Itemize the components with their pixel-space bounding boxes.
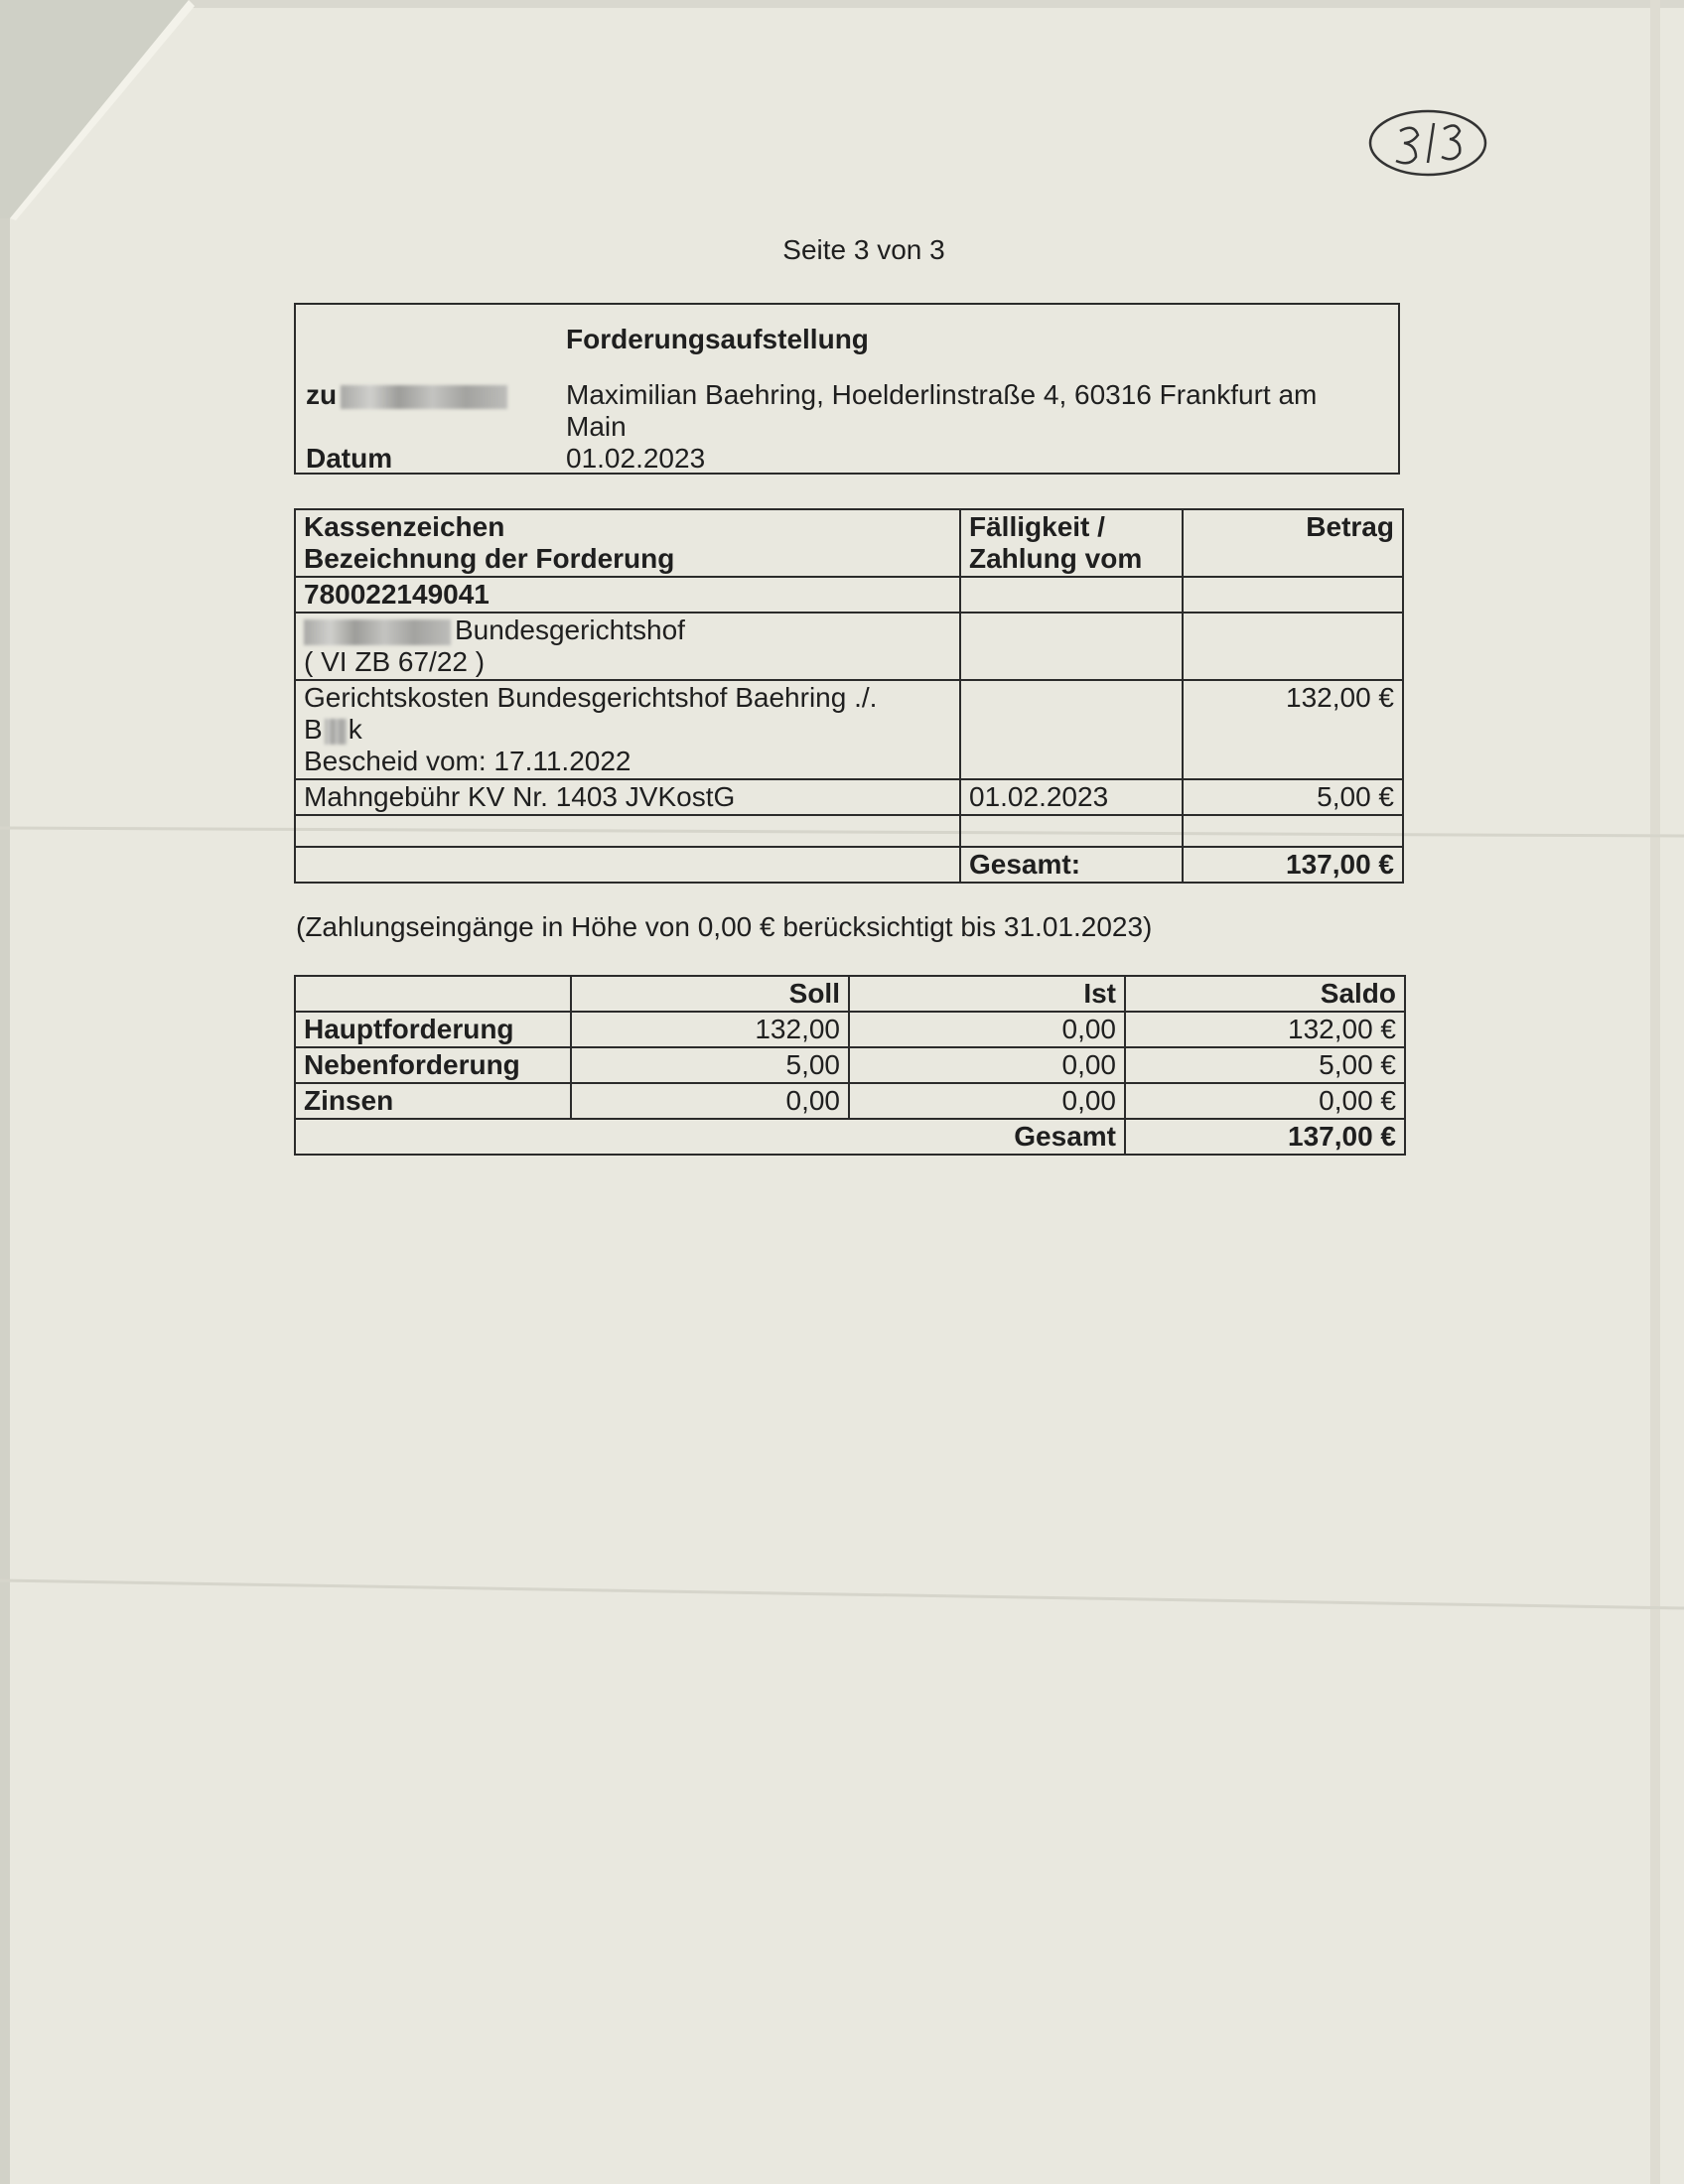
fee-amount: 5,00 € bbox=[1183, 779, 1403, 815]
header-faelligkeit: Fälligkeit / bbox=[969, 511, 1105, 542]
empty-cell bbox=[960, 815, 1183, 847]
costs-description: Gerichtskosten Bundesgerichtshof Baehring ./. bbox=[304, 682, 878, 713]
party-end: k bbox=[348, 714, 362, 745]
zur-label bbox=[306, 379, 507, 411]
saldo-value: 5,00 € bbox=[1125, 1047, 1405, 1083]
header-saldo: Saldo bbox=[1125, 976, 1405, 1012]
handwritten-page-stamp bbox=[1360, 95, 1499, 185]
party-start: B bbox=[304, 714, 323, 745]
page-number: Seite 3 von 3 bbox=[782, 234, 945, 265]
table-row bbox=[295, 680, 1403, 779]
table-row bbox=[295, 847, 1403, 883]
bescheid-date: Bescheid vom: 17.11.2022 bbox=[304, 746, 632, 776]
fee-date: 01.02.2023 bbox=[960, 779, 1183, 815]
row-label: Zinsen bbox=[295, 1083, 571, 1119]
fee-description: Mahngebühr KV Nr. 1403 JVKostG bbox=[295, 779, 960, 815]
empty-cell bbox=[960, 680, 1183, 779]
datum-value: 01.02.2023 bbox=[566, 443, 706, 474]
empty-cell bbox=[295, 847, 960, 883]
header-cell bbox=[295, 976, 571, 1012]
summary-total-label: Gesamt bbox=[295, 1119, 1125, 1155]
zur-label-text: zu bbox=[306, 379, 338, 410]
header-ist: Ist bbox=[849, 976, 1125, 1012]
saldo-value: 0,00 € bbox=[1125, 1083, 1405, 1119]
claims-table bbox=[294, 508, 1404, 884]
summary-table bbox=[294, 975, 1406, 1156]
empty-cell bbox=[295, 815, 960, 847]
table-row bbox=[295, 815, 1403, 847]
ist-value: 0,00 bbox=[849, 1083, 1125, 1119]
kassenzeichen-value: 780022149041 bbox=[295, 577, 960, 613]
ist-value: 0,00 bbox=[849, 1012, 1125, 1047]
saldo-value: 132,00 € bbox=[1125, 1012, 1405, 1047]
header-kassenzeichen: Kassenzeichen bbox=[304, 511, 505, 542]
empty-cell bbox=[1183, 613, 1403, 680]
total-value: 137,00 € bbox=[1183, 847, 1403, 883]
row-label: Hauptforderung bbox=[295, 1012, 571, 1047]
costs-party bbox=[304, 714, 951, 746]
redacted-block bbox=[304, 619, 451, 645]
row-label: Nebenforderung bbox=[295, 1047, 571, 1083]
soll-value: 0,00 bbox=[571, 1083, 849, 1119]
empty-cell bbox=[1183, 815, 1403, 847]
soll-value: 132,00 bbox=[571, 1012, 849, 1047]
redacted-block bbox=[341, 385, 507, 409]
table-row bbox=[295, 1047, 1405, 1083]
empty-cell bbox=[960, 613, 1183, 680]
header-cell bbox=[295, 509, 960, 577]
empty-cell bbox=[1183, 577, 1403, 613]
table-row bbox=[295, 1012, 1405, 1047]
payment-note: (Zahlungseingänge in Höhe von 0,00 € berücksichtigt bis 31.01.2023) bbox=[296, 911, 1153, 942]
header-zahlung-vom: Zahlung vom bbox=[969, 543, 1143, 574]
court-line bbox=[304, 614, 951, 646]
table-row bbox=[295, 976, 1405, 1012]
court-cell bbox=[295, 613, 960, 680]
summary-total-value: 137,00 € bbox=[1125, 1119, 1405, 1155]
empty-cell bbox=[960, 577, 1183, 613]
header-cell bbox=[960, 509, 1183, 577]
document-title: Forderungsaufstellung bbox=[566, 324, 869, 354]
header-betrag: Betrag bbox=[1183, 509, 1403, 577]
redacted-block bbox=[325, 719, 347, 745]
table-row bbox=[295, 1083, 1405, 1119]
soll-value: 5,00 bbox=[571, 1047, 849, 1083]
header-bezeichnung: Bezeichnung der Forderung bbox=[304, 543, 675, 574]
costs-amount: 132,00 € bbox=[1183, 680, 1403, 779]
costs-cell bbox=[295, 680, 960, 779]
header-soll: Soll bbox=[571, 976, 849, 1012]
table-row bbox=[295, 779, 1403, 815]
table-row bbox=[295, 1119, 1405, 1155]
total-label: Gesamt: bbox=[960, 847, 1183, 883]
datum-label: Datum bbox=[306, 443, 393, 474]
table-row bbox=[295, 509, 1403, 577]
ist-value: 0,00 bbox=[849, 1047, 1125, 1083]
table-row bbox=[295, 613, 1403, 680]
court-name: Bundesgerichtshof bbox=[455, 614, 685, 645]
table-row bbox=[295, 577, 1403, 613]
case-number: ( VI ZB 67/22 ) bbox=[304, 646, 486, 677]
recipient-address: Maximilian Baehring, Hoelderlinstraße 4, 60316 Frankfurt am Main bbox=[566, 379, 1318, 442]
